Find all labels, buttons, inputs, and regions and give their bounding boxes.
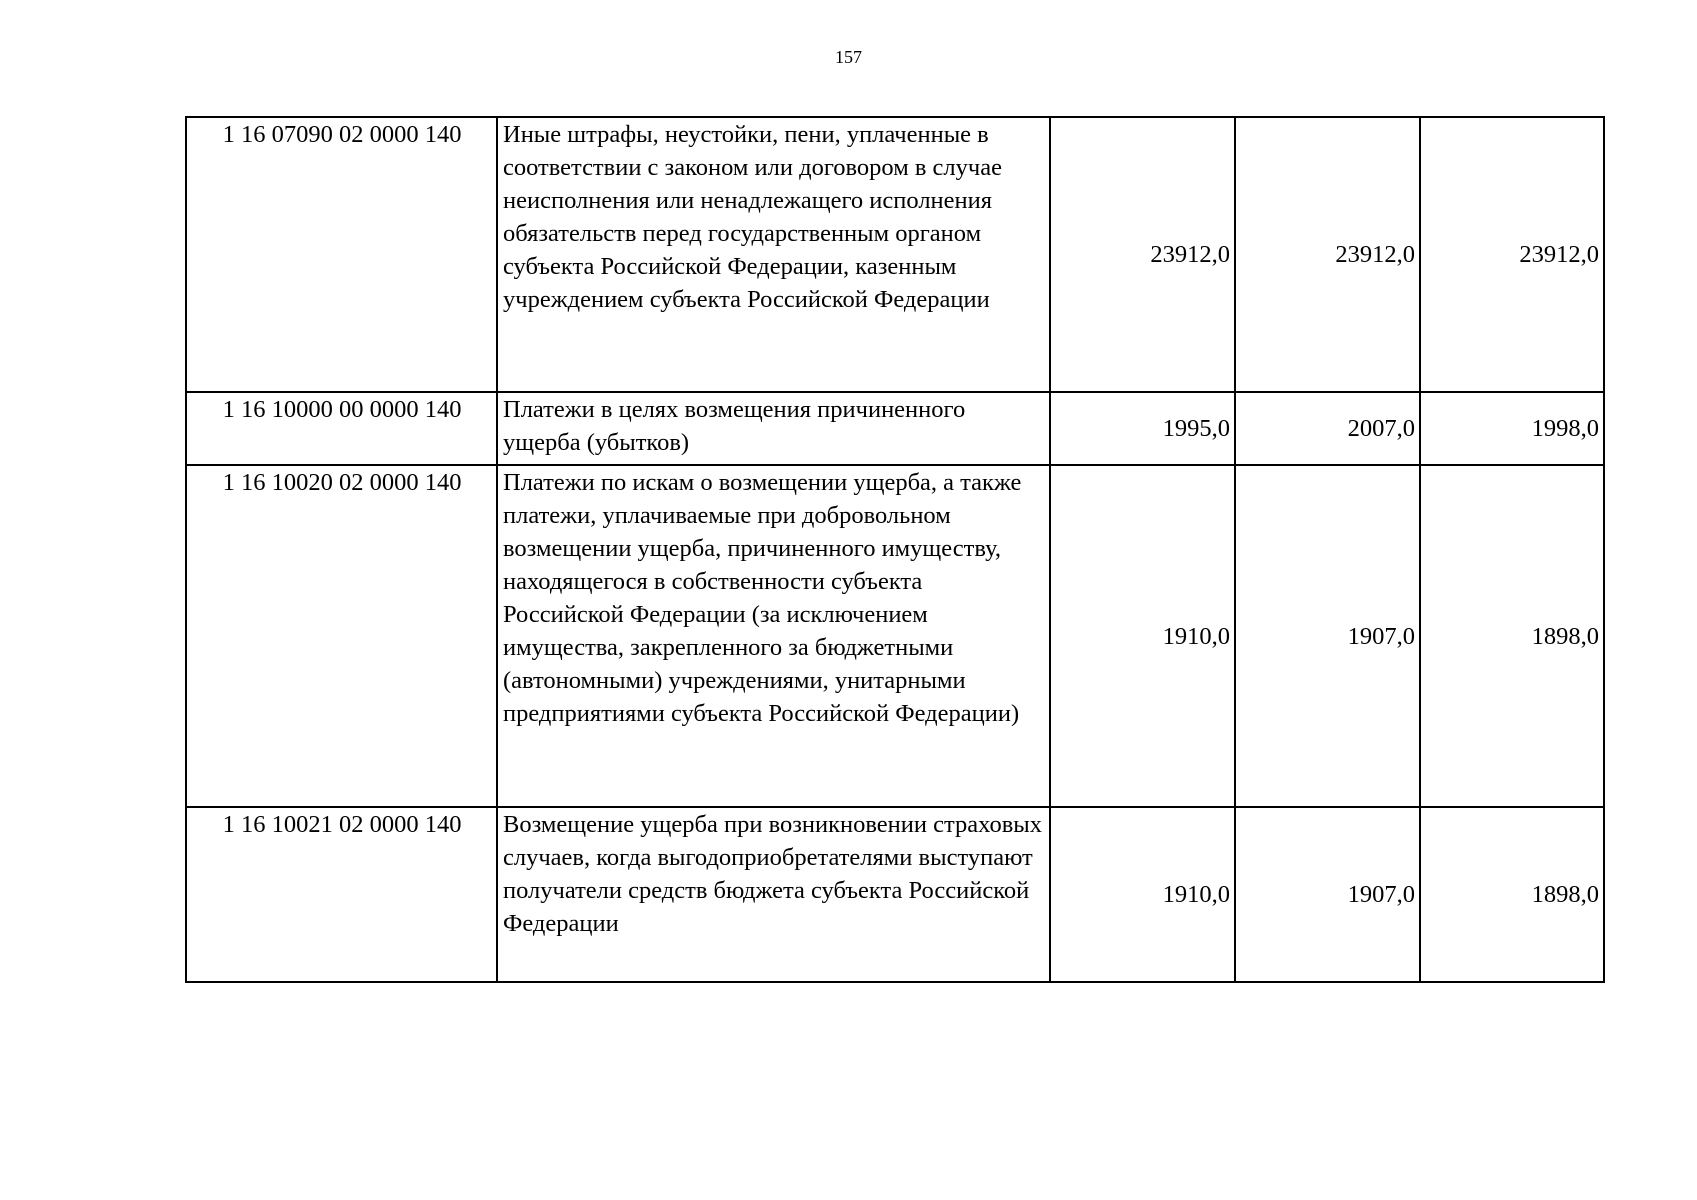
table-row <box>186 117 1604 392</box>
revenue-code: 1 16 10021 02 0000 140 <box>186 807 497 982</box>
amount-year-1: 1910,0 <box>1050 465 1235 807</box>
amount-year-1: 1910,0 <box>1050 807 1235 982</box>
revenue-code: 1 16 10020 02 0000 140 <box>186 465 497 807</box>
revenue-description: Иные штрафы, неустойки, пени, уплаченные в соответствии с законом или договором в случае неисполнения или ненадлежащего исполнения обязательств перед государственным органом субъекта Российской Федерации, казенным учреждением субъекта Российской Федерации <box>497 117 1050 392</box>
amount-year-3: 1898,0 <box>1420 465 1604 807</box>
amount-year-3: 1998,0 <box>1420 392 1604 465</box>
amount-year-3: 1898,0 <box>1420 807 1604 982</box>
amount-year-2: 1907,0 <box>1235 807 1420 982</box>
revenue-code: 1 16 07090 02 0000 140 <box>186 117 497 392</box>
revenue-code: 1 16 10000 00 0000 140 <box>186 392 497 465</box>
table-row <box>186 807 1604 982</box>
table-row <box>186 465 1604 807</box>
table-row <box>186 392 1604 465</box>
amount-year-2: 2007,0 <box>1235 392 1420 465</box>
revenue-description: Платежи по искам о возмещении ущерба, а также платежи, уплачиваемые при добровольном возмещении ущерба, причиненного имуществу, находящегося в собственности субъекта Российской Федерации (за исключением имущества, закрепленного за бюджетными (автономными) учреждениями, унитарными предприятиями субъекта Российской Федерации) <box>497 465 1050 807</box>
amount-year-3: 23912,0 <box>1420 117 1604 392</box>
amount-year-2: 23912,0 <box>1235 117 1420 392</box>
amount-year-1: 23912,0 <box>1050 117 1235 392</box>
page-number: 157 <box>835 47 862 67</box>
revenue-description: Возмещение ущерба при возникновении страховых случаев, когда выгодоприобретателями выступают получатели средств бюджета субъекта Российской Федерации <box>497 807 1050 982</box>
amount-year-2: 1907,0 <box>1235 465 1420 807</box>
revenue-table <box>185 116 1605 983</box>
revenue-description: Платежи в целях возмещения причиненного ущерба (убытков) <box>497 392 1050 465</box>
amount-year-1: 1995,0 <box>1050 392 1235 465</box>
